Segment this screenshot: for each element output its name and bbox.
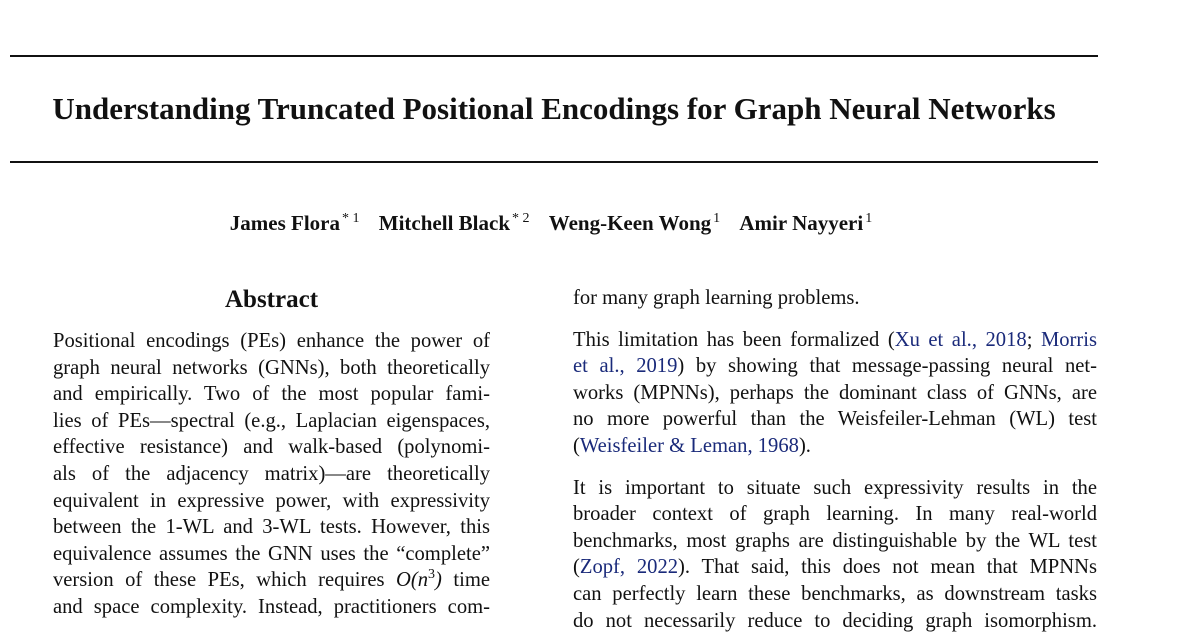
body-text: ). That said, this does not mean that MPNNs	[678, 556, 1098, 579]
abstract-text: version of these PEs, which requires	[53, 569, 396, 592]
formula-part: O	[395, 569, 411, 592]
abstract-text: time	[441, 569, 490, 592]
paragraph-gap	[573, 312, 1097, 327]
formula-part: (n	[410, 569, 429, 592]
author-affiliation: 1	[713, 211, 721, 226]
paragraph-1-line	[573, 327, 1097, 354]
abstract-line: lies of PEs—spectral (e.g., Laplacian eigenspaces,	[53, 409, 490, 432]
author-list	[0, 209, 1102, 237]
abstract-heading: Abstract	[224, 286, 319, 313]
citation-link-weisfeiler[interactable]: Weisfeiler & Leman, 1968	[579, 434, 799, 457]
body-text: This limitation has been formalized (	[573, 328, 895, 351]
paragraph-2-line: do not necessarily reduce to deciding graph isomorphism.	[573, 609, 1097, 632]
abstract-line: als of the adjacency matrix)—are theoretically	[53, 462, 490, 485]
paragraph-0-line: for many graph learning problems.	[573, 287, 860, 309]
author-affiliation: * 1	[342, 211, 360, 226]
body-text: (	[573, 434, 580, 457]
paragraph-2-line: broader context of graph learning. In many real-world	[573, 503, 1097, 526]
body-text: ).	[798, 434, 811, 457]
citation-link-xu[interactable]: Xu et al., 2018	[894, 328, 1027, 351]
abstract-column	[53, 285, 490, 621]
author-name: Amir Nayyeri	[739, 211, 864, 235]
citation-link-zopf[interactable]: Zopf, 2022	[579, 556, 679, 579]
author-4	[739, 211, 872, 235]
formula-exponent: 3	[428, 567, 436, 583]
formula-part: )	[435, 569, 442, 592]
complexity-formula	[396, 569, 442, 591]
paper-title: Understanding Truncated Positional Encodings for Graph Neural Networks	[52, 91, 1056, 126]
author-affiliation: * 2	[512, 211, 530, 226]
citation-link-morris[interactable]: Morris	[1040, 328, 1097, 351]
abstract-line: between the 1-WL and 3-WL tests. However, this	[53, 516, 490, 539]
author-name: James Flora	[229, 211, 341, 235]
author-2	[379, 211, 530, 235]
citation-link-morris[interactable]: et al., 2019	[573, 355, 678, 378]
body-text: ;	[1026, 328, 1041, 351]
paragraph-2-line: It is important to situate such expressivity results in the	[573, 476, 1097, 499]
body-column	[573, 285, 1097, 634]
abstract-line: and empirically. Two of the most popular fami-	[53, 383, 490, 406]
author-name: Weng-Keen Wong	[548, 211, 712, 235]
paragraph-1-line: works (MPNNs), perhaps the dominant class of GNNs, are	[573, 381, 1097, 404]
author-3	[549, 211, 720, 235]
abstract-line: equivalence assumes the GNN uses the “complete”	[53, 542, 490, 565]
abstract-line: equivalent in expressive power, with expressivity	[53, 489, 490, 512]
paragraph-2-line: benchmarks, most graphs are distinguishable by the WL test	[573, 529, 1097, 552]
author-name: Mitchell Black	[378, 211, 510, 235]
paragraph-1-line	[573, 433, 1097, 460]
body-text: (	[573, 556, 580, 579]
author-1	[230, 211, 360, 235]
paragraph-1-line: no more powerful than the Weisfeiler-Lehman (WL) test	[573, 408, 1097, 431]
paragraph-gap	[573, 460, 1097, 475]
paragraph-1-line	[573, 353, 1097, 380]
abstract-line-with-math	[53, 567, 490, 594]
abstract-line: effective resistance) and walk-based (polynomi-	[53, 436, 490, 459]
title-rule-top	[10, 55, 1098, 57]
body-text: ) by showing that message-passing neural net-	[677, 355, 1097, 378]
author-affiliation: 1	[865, 211, 873, 226]
abstract-line: graph neural networks (GNNs), both theoretically	[53, 356, 490, 379]
title-rule-bottom	[10, 161, 1098, 163]
abstract-line: Positional encodings (PEs) enhance the power of	[53, 330, 490, 352]
abstract-line: and space complexity. Instead, practitioners com-	[53, 595, 490, 618]
paragraph-2-line	[573, 554, 1097, 581]
paragraph-2-line: can perfectly learn these benchmarks, as downstream tasks	[573, 582, 1097, 605]
